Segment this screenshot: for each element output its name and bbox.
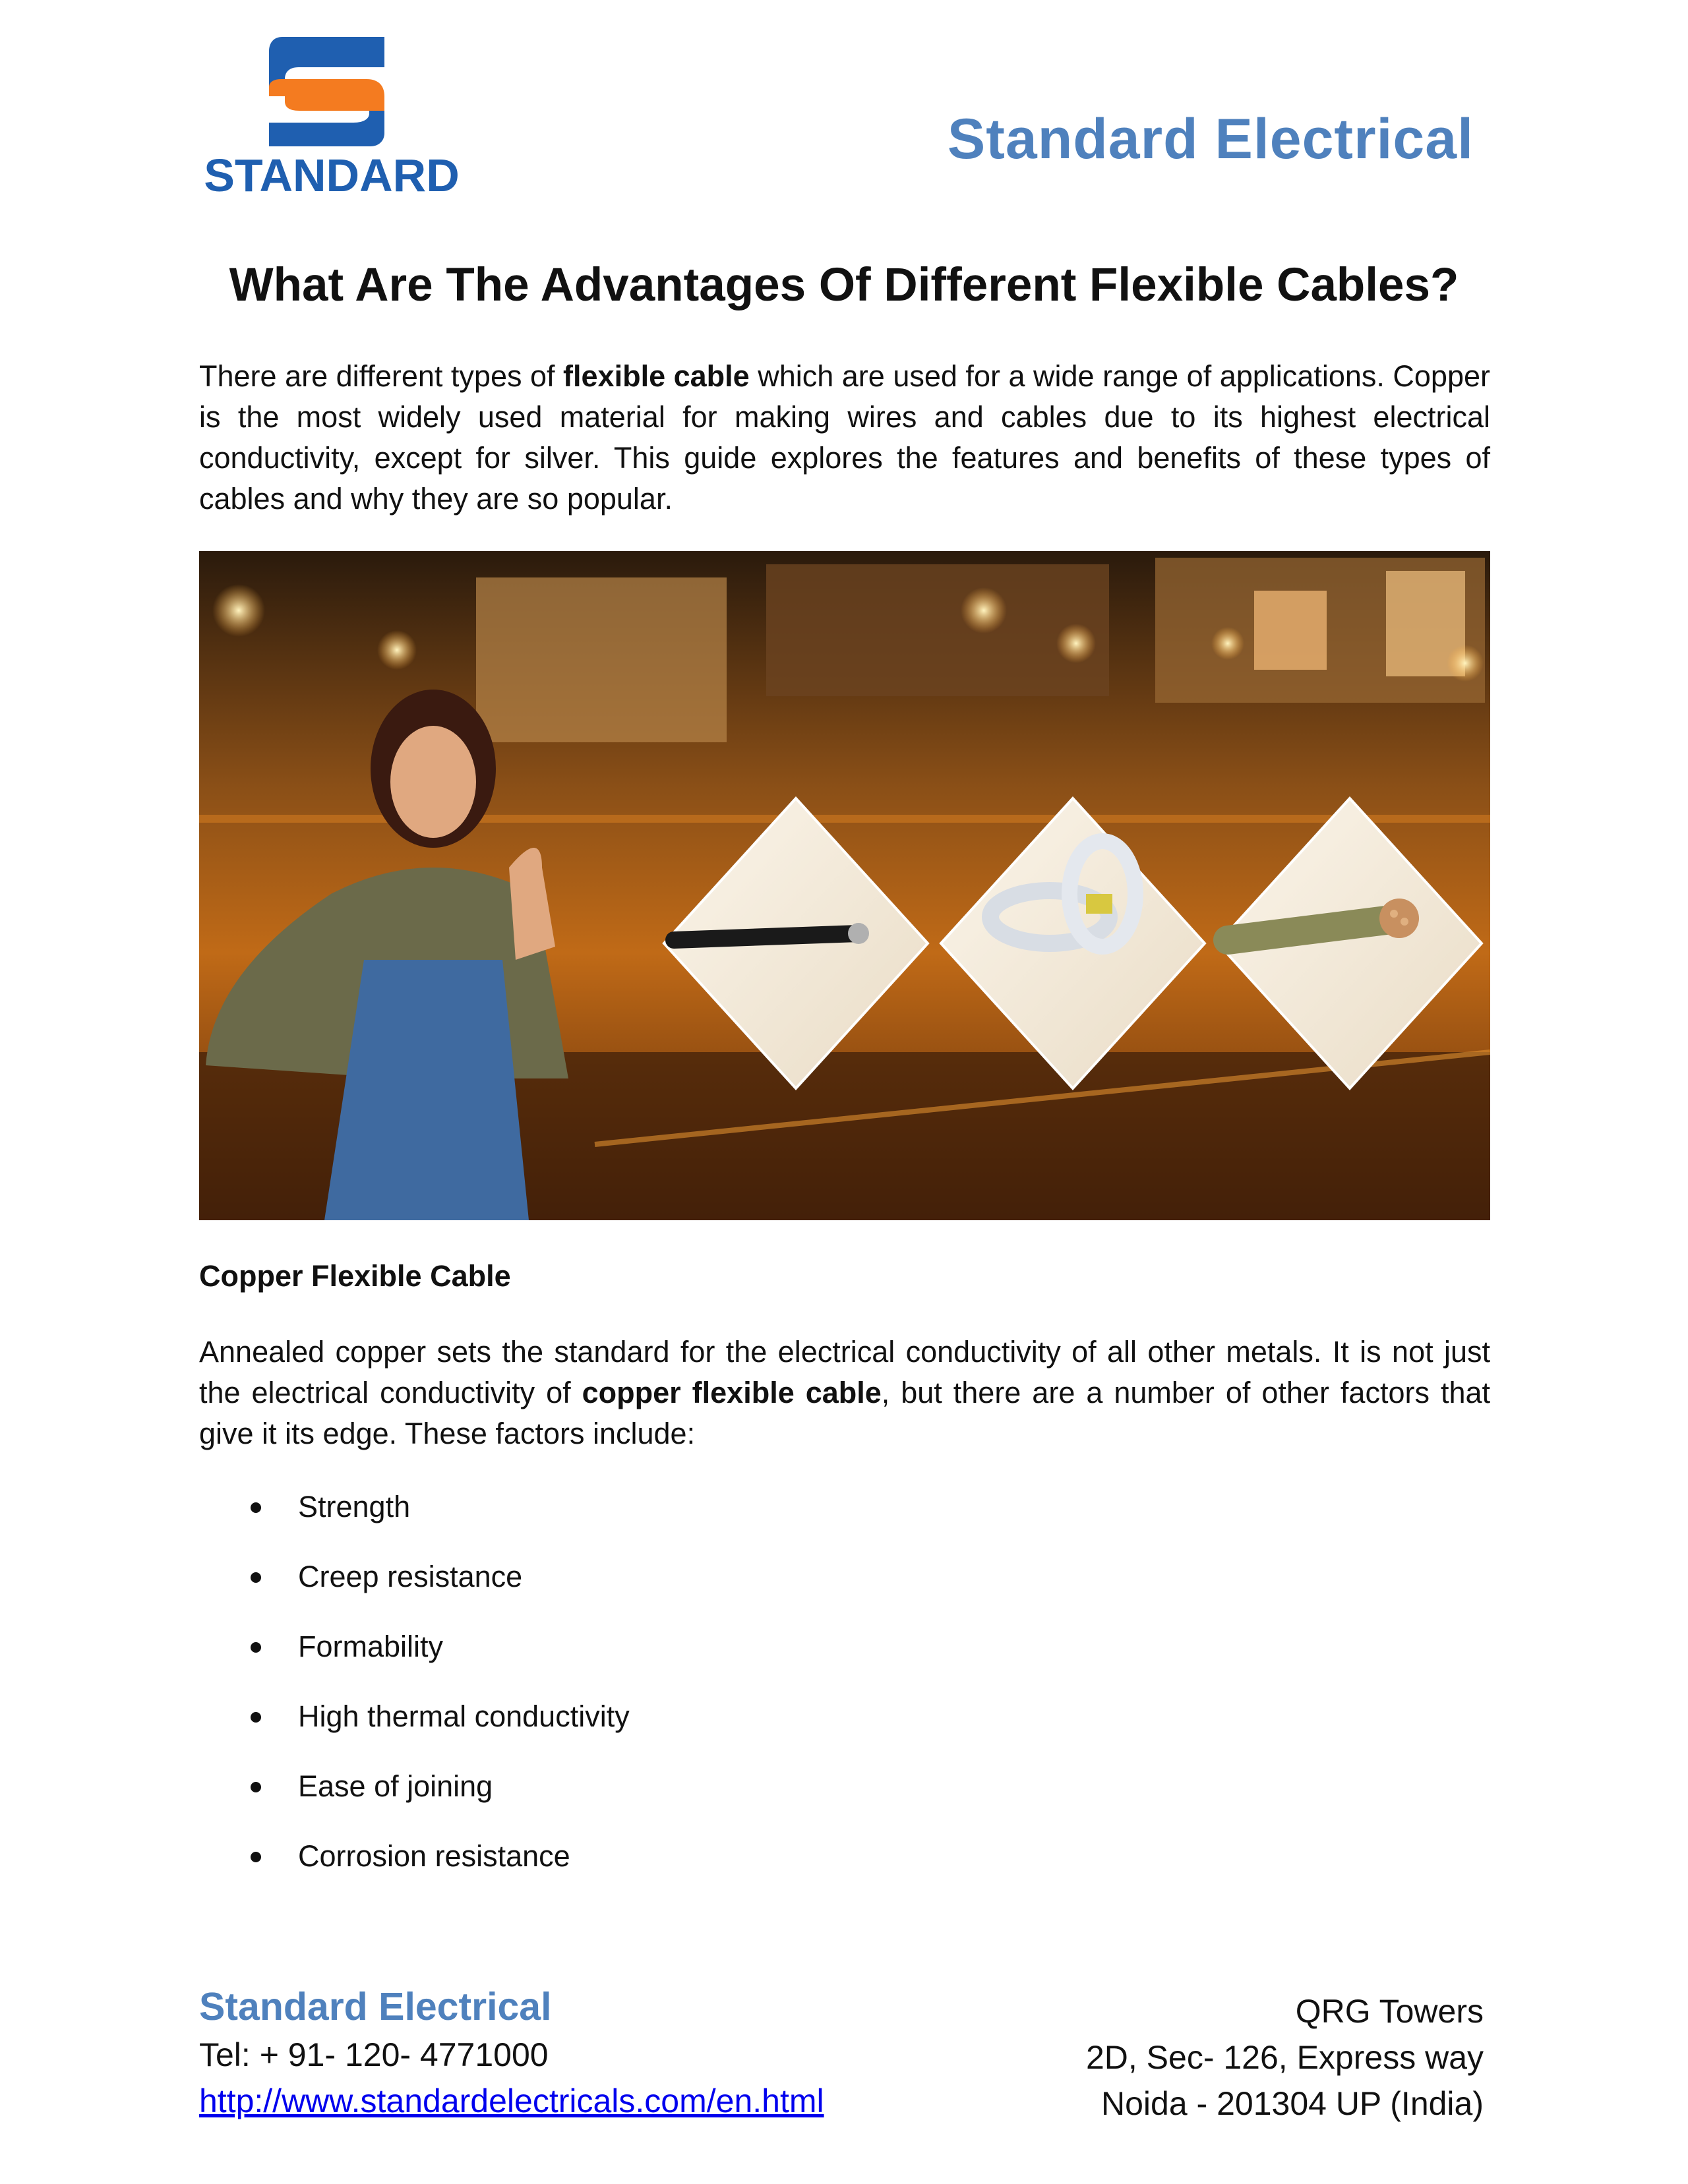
- address-line-1: QRG Towers: [1295, 1993, 1484, 2030]
- list-item-label: Strength: [298, 1490, 411, 1523]
- list-item-label: Corrosion resistance: [298, 1839, 570, 1873]
- hero-banner-image: [199, 551, 1490, 1220]
- logo-s-blue-bottom: [269, 111, 384, 146]
- intro-keyword: flexible cable: [563, 359, 750, 393]
- section-text-end: , but there are a number of other factors that give it its edge. These factors include:: [199, 1376, 1490, 1450]
- footer-telephone: Tel: + 91- 120- 4771000: [199, 2036, 549, 2073]
- bullet-icon: [251, 1502, 261, 1513]
- address-line-3: Noida - 201304 UP (India): [1101, 2085, 1484, 2122]
- bullet-icon: [251, 1642, 261, 1653]
- intro-paragraph: [199, 356, 1490, 519]
- section-paragraph: [199, 1332, 1490, 1454]
- list-item: [199, 1696, 630, 1766]
- bullet-icon: [251, 1852, 261, 1862]
- logo-s-orange-band: [269, 79, 384, 111]
- list-item: [199, 1836, 630, 1906]
- intro-text-start: There are different types of: [199, 359, 564, 393]
- section-text-start: Annealed copper sets the standard for the electrical conductivity of all other metals. It is not just the electrical conductivity of: [199, 1335, 1490, 1409]
- list-item: [199, 1626, 630, 1696]
- footer-brand-name: Standard Electrical: [199, 1985, 552, 2028]
- bullet-icon: [251, 1572, 261, 1583]
- intro-text-end: which are used for a wide range of applications. Copper is the most widely used material for making wires and cables due to its highest electrical conductivity, except for silver. This guide explores the features and benefits of these types of cables and why they are so popular.: [199, 359, 1490, 516]
- list-item: [199, 1487, 630, 1556]
- list-item-label: Formability: [298, 1630, 444, 1663]
- logo-wordmark: STANDARD: [204, 150, 460, 198]
- address-line-2: 2D, Sec- 126, Express way: [1085, 2039, 1484, 2076]
- list-item-label: Creep resistance: [298, 1560, 523, 1593]
- section-keyword: copper flexible cable: [582, 1376, 882, 1409]
- bullet-icon: [251, 1782, 261, 1792]
- bullet-icon: [251, 1712, 261, 1723]
- standard-logo: [183, 33, 480, 198]
- header-brand-name: Standard Electrical: [947, 107, 1474, 171]
- list-item: [199, 1556, 630, 1626]
- page-title: What Are The Advantages Of Different Flexible Cables?: [229, 259, 1459, 311]
- list-item: [199, 1766, 630, 1836]
- footer-address: [824, 1988, 1484, 2127]
- section-heading: Copper Flexible Cable: [199, 1259, 511, 1293]
- list-item-label: Ease of joining: [298, 1769, 493, 1803]
- factors-list: [199, 1487, 630, 1906]
- footer-website-link[interactable]: http://www.standardelectricals.com/en.html: [199, 2082, 824, 2119]
- list-item-label: High thermal conductivity: [298, 1699, 630, 1733]
